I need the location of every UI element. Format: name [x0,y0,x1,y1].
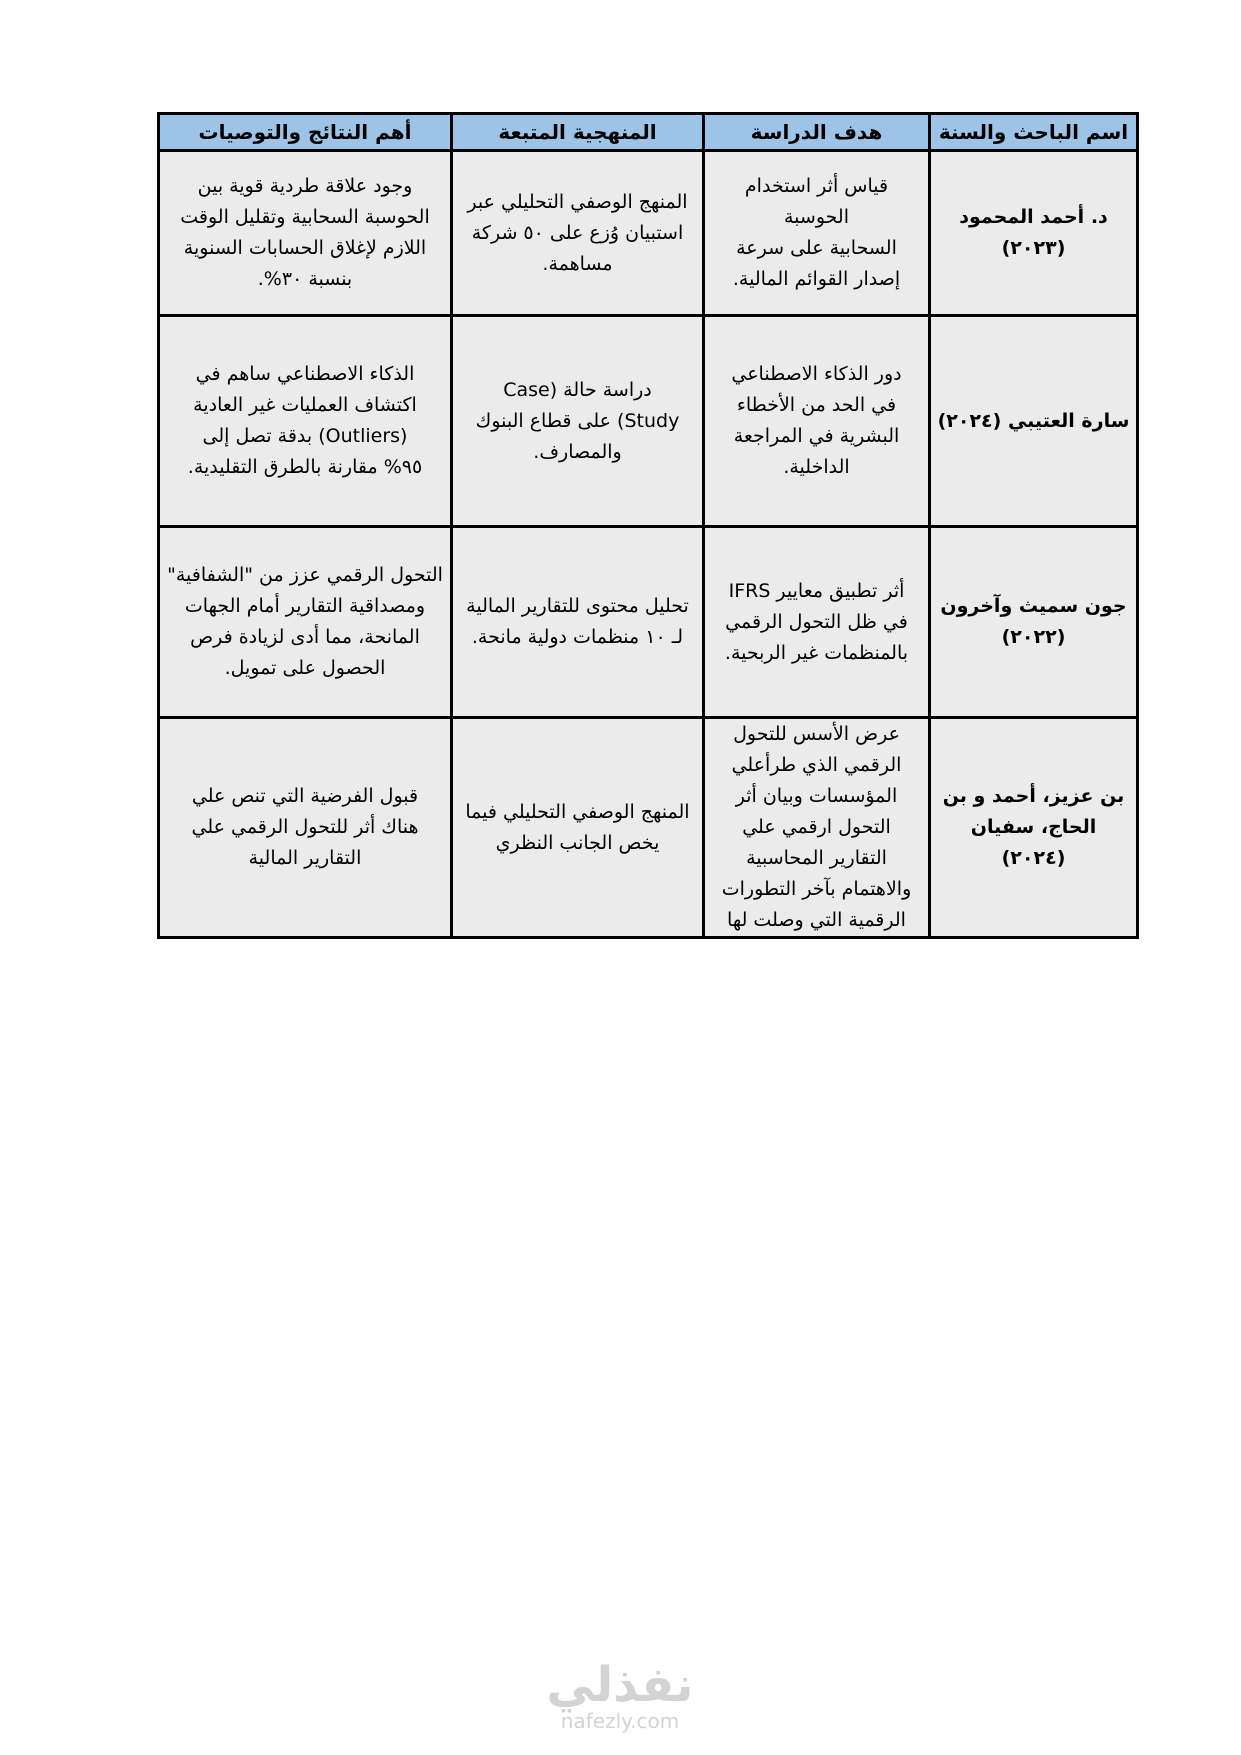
cell-text: أثر تطبيق معايير IFRS في ظل التحول الرقمي بالمنظمات غير الربحية. [724,579,909,664]
cell-methodology [452,527,704,718]
cell-methodology [452,151,704,316]
cell-text: عرض الأسس للتحول الرقمي الذي طرأعلي المؤسسات وبيان أثر التحول ارقمي علي التقارير المحاسبية والاهتمام بآخر التطورات الرقمية التي وصلت لها [721,723,912,931]
table-row [159,316,1138,527]
cell-results [159,316,452,527]
cell-goal [704,527,930,718]
cell-results [159,527,452,718]
cell-text: وجود علاقة طردية قوية بين الحوسبة السحابية وتقليل الوقت اللازم لإغلاق الحسابات السنوية بنسبة ٣٠%. [180,175,430,290]
cell-researcher [930,316,1138,527]
table-row [159,151,1138,316]
cell-researcher [930,151,1138,316]
cell-text: دور الذكاء الاصطناعي في الحد من الأخطاء البشرية في المراجعة الداخلية. [731,363,902,478]
cell-goal [704,151,930,316]
table-row [159,527,1138,718]
cell-researcher [930,527,1138,718]
watermark-logo: نفذلي [546,1657,694,1713]
cell-text: الذكاء الاصطناعي ساهم في اكتشاف العمليات غير العادية (Outliers) بدقة تصل إلى ٩٥% مقارنة بالطرق التقليدية. [187,363,423,478]
literature-review-table [157,112,1139,939]
cell-text: قياس أثر استخدام الحوسبة السحابية على سرعة إصدار القوائم المالية. [732,175,901,290]
cell-text: جون سميث وآخرون (٢٠٢٢) [940,595,1127,648]
cell-researcher [930,718,1138,938]
cell-text: دراسة حالة (Case Study) على قطاع البنوك والمصارف. [475,378,680,463]
cell-text: تحليل محتوى للتقارير المالية لـ ١٠ منظمات دولية مانحة. [466,595,689,648]
cell-methodology [452,316,704,527]
watermark-url: nafezly.com [560,1709,680,1733]
table-header-row [159,114,1138,151]
cell-methodology [452,718,704,938]
cell-text: سارة العتيبي (٢٠٢٤) [937,409,1130,432]
cell-text: المنهج الوصفي التحليلي عبر استبيان وُزع على ٥٠ شركة مساهمة. [467,190,688,275]
header-methodology: المنهجية المتبعة [452,114,704,151]
header-researcher: اسم الباحث والسنة [930,114,1138,151]
table-row [159,718,1138,938]
cell-text: التحول الرقمي عزز من "الشفافية" ومصداقية التقارير أمام الجهات المانحة، مما أدى لزيادة فرص الحصول على تمويل. [167,564,443,679]
cell-text: قبول الفرضية التي تنص علي هناك أثر للتحول الرقمي علي التقارير المالية [191,785,419,869]
cell-text: بن عزيز، أحمد و بن الحاج، سفيان (٢٠٢٤) [942,785,1125,869]
cell-text: المنهج الوصفي التحليلي فيما يخص الجانب النظري [465,800,690,854]
cell-goal [704,316,930,527]
nafezly-watermark [520,1657,720,1733]
header-goal: هدف الدراسة [704,114,930,151]
cell-results [159,718,452,938]
header-results: أهم النتائج والتوصيات [159,114,452,151]
cell-results [159,151,452,316]
cell-goal [704,718,930,938]
cell-text: د. أحمد المحمود (٢٠٢٣) [959,206,1108,259]
